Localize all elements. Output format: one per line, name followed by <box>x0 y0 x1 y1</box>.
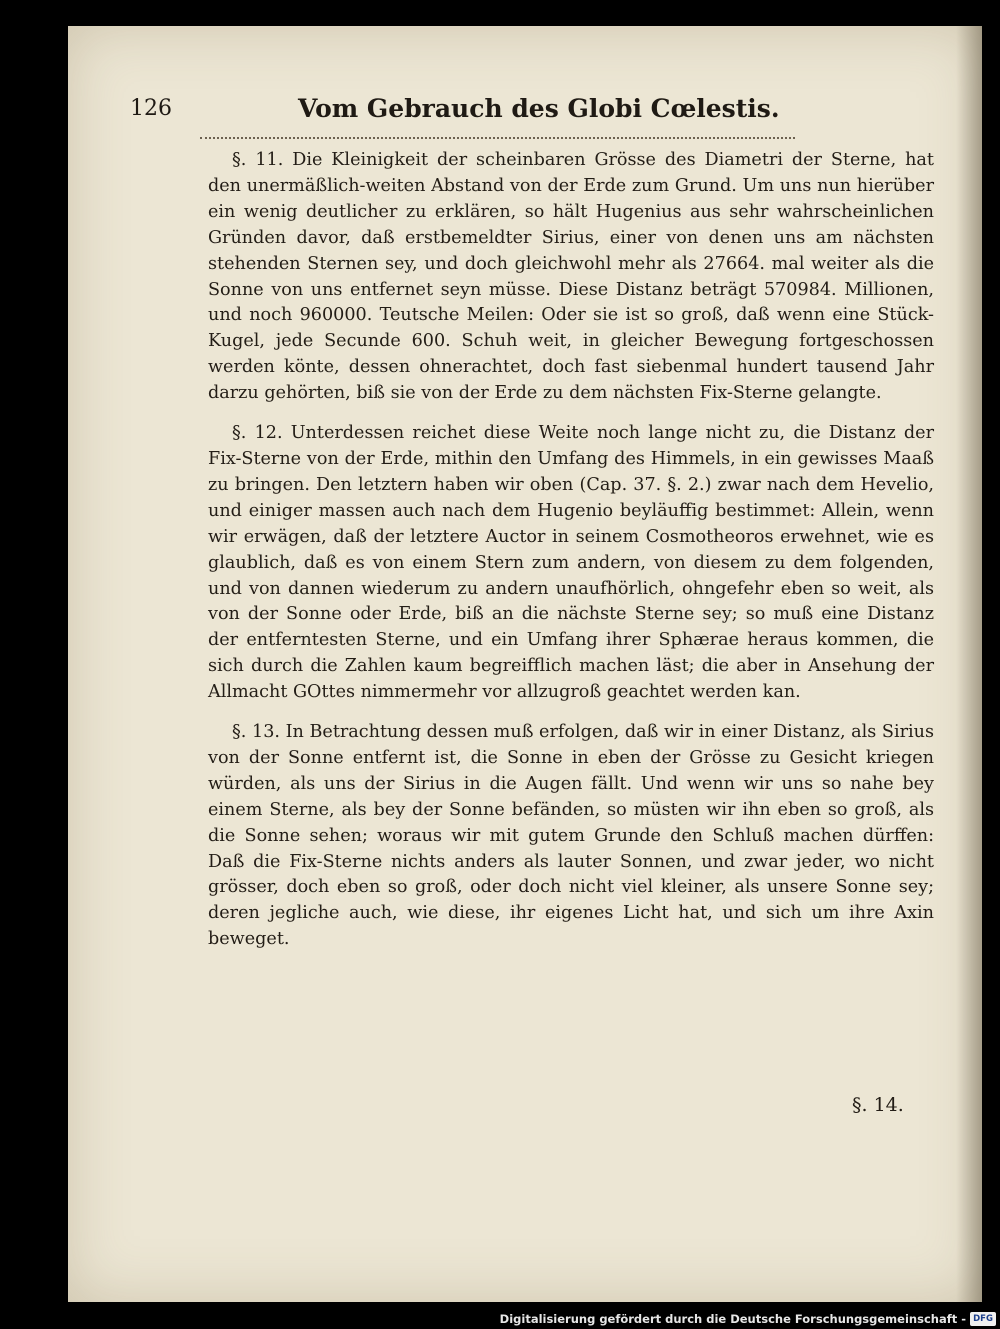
catchword: §. 14. <box>852 1094 904 1116</box>
running-title: Vom Gebrauch des Globi Cœlestis. <box>298 94 780 123</box>
header-rule <box>200 137 795 139</box>
dfg-logo: DFG <box>970 1312 996 1326</box>
paragraph-section-11: §. 11. Die Kleinigkeit der scheinbaren Grösse des Diametri der Sterne, hat den unermäßlich-weiten Abstand von der Erde zum Grund. Um uns nun hierüber ein wenig deutlicher zu erklären, so hält Hugenius aus sehr wahrscheinlichen Gründen davor, daß erstbemeldter Sirius, einer von denen uns am nächsten stehenden Sternen sey, und doch gleichwohl mehr als 27664. mal weiter als die Sonne von uns entfernet seyn müsse. Diese Distanz beträgt 570984. Millionen, und noch 960000. Teutsche Meilen: Oder sie ist so groß, daß wenn eine Stück-Kugel, jede Secunde 600. Schuh weit, in gleicher Bewegung fortgeschossen werden könte, dessen ohnerachtet, doch fast siebenmal hundert tausend Jahr darzu gehörten, biß sie von der Erde zu dem nächsten Fix-Sterne gelangte. <box>208 150 934 404</box>
paragraph-section-13: §. 13. In Betrachtung dessen muß erfolgen, daß wir in einer Distanz, als Sirius von der Sonne entfernt ist, die Sonne in eben der Grösse zu Gesicht kriegen würden, als uns der Sirius in die Augen fällt. Und wenn wir uns so nahe bey einem Sterne, als bey der Sonne befänden, so müsten wir ihn eben so groß, als die Sonne sehen; woraus wir mit gutem Grunde den Schluß machen dürffen: Daß die Fix-Sterne nichts anders als lauter Sonnen, und zwar jeder, wo nicht grösser, doch eben so groß, oder doch nicht viel kleiner, als unsere Sonne sey; deren jegliche auch, wie diese, ihr eigenes Licht hat, und sich um ihre Axin beweget. <box>208 722 934 950</box>
digitization-note: Digitalisierung gefördert durch die Deutsche Forschungsgemeinschaft - <box>499 1312 966 1326</box>
digitization-footer <box>0 1310 1000 1329</box>
paragraph-section-12: §. 12. Unterdessen reichet diese Weite noch lange nicht zu, die Distanz der Fix-Sterne von der Erde, mithin den Umfang des Himmels, in ein gewisses Maaß zu bringen. Den letztern haben wir oben (Cap. 37. §. 2.) zwar nach dem Hevelio, und einiger massen auch nach dem Hugenio beyläuffig bestimmet: Allein, wenn wir erwägen, daß der letztere Auctor in seinem Cosmotheoros erwehnet, wie es glaublich, daß es von einem Stern zum andern, von diesem zu dem folgenden, und von dannen wiederum zu andern unaufhörlich, ohngefehr eben so weit, als von der Sonne oder Erde, biß an die nächste Sterne sey; so muß eine Distanz der entferntesten Sterne, und ein Umfang ihrer Sphærae heraus kommen, die sich durch die Zahlen kaum begreifflich machen läst; die aber in Ansehung der Allmacht GOttes nimmermehr vor allzugroß geachtet werden kan. <box>208 423 934 703</box>
page-header <box>130 96 790 136</box>
body-text <box>208 148 934 967</box>
page-number: 126 <box>130 96 172 121</box>
